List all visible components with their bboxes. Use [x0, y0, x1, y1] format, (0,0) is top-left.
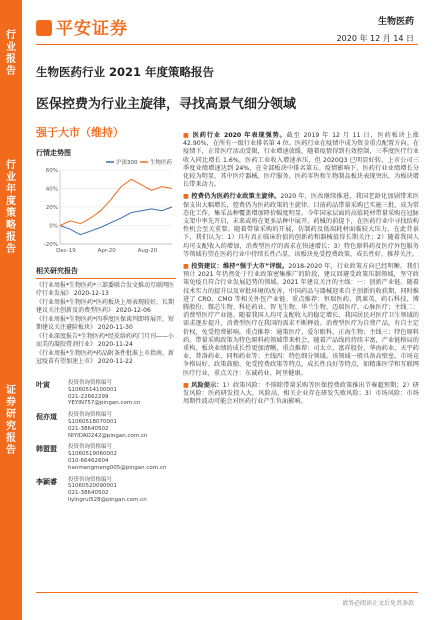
analyst-info-line[interactable]: liyingrui528@pingan.com.cn: [68, 496, 147, 503]
sidebar-char: 报: [6, 232, 16, 243]
sidebar-char: 行: [6, 160, 16, 171]
footer-divider: [36, 592, 418, 593]
analyst-info-line: S1060514100001: [68, 386, 117, 393]
analyst-info-line: 投资咨询资格编号: [68, 412, 113, 419]
analyst-info: [68, 444, 166, 471]
sidebar-char: 度: [6, 196, 16, 207]
related-list: [36, 282, 176, 365]
summary-paragraph: [183, 193, 419, 259]
analyst-info-line[interactable]: NIYIDAO242@pingan.com.cn: [68, 432, 148, 439]
analyst-info-line[interactable]: hanmengmeng005@pingan.com.cn: [68, 464, 167, 471]
paragraph-text: 2020 年，医改继续推进，我国老龄化加剧带来医保支出大幅增长，控费仍为医药政策的主旋律。目前药品带量采购已实施三批，成为常态化工作，集采品种覆盖增加降价幅度明显。今年国家层面的高值耗材带量采购在冠脉支架中率先开启，未来或将在更多品种中展开。药械的前提下，在医药行业中寻找结构性机会至关重要。随着带量采购的开展，仿制药及低端耗材面临较大压力。在此背景下，我们认为：1）具有真正临床价值的创新药和器械值得长期关注；2）随着我国人均可支配收入的增加，消费型医疗的需求在快速增长；3）特色原料药及医疗外包服务等领域有望在医药行业中持续长性凸显，该板块免受控费政策，成长性好，推荐关注。: [183, 193, 419, 258]
market-trend-chart: [36, 156, 176, 260]
bullet-icon: ■: [183, 263, 192, 271]
sidebar-char: 行: [6, 30, 16, 41]
chart-title: 行情走势图: [36, 149, 71, 157]
sidebar-char: 业: [6, 172, 16, 183]
sidebar-char: 究: [6, 421, 16, 432]
paragraph-lead: 投资建议：维持“强于大市”评级。: [191, 263, 289, 271]
sidebar-char: 券: [6, 397, 16, 408]
sidebar-char: 报: [6, 433, 16, 444]
x-tick-label: Apr-20: [97, 248, 116, 254]
summary-paragraph: [183, 382, 419, 407]
x-tick-label: Aug-20: [137, 248, 158, 254]
y-tick-label: 0%: [49, 223, 58, 230]
sidebar-char: 略: [6, 220, 16, 231]
summary-paragraph: [183, 132, 419, 189]
related-heading: 相关研究报告: [36, 267, 78, 275]
paragraph-text: 1）政策风险：不排除带量采购等医保控费政策推出节奏超预期；2）研发风险：医药研发投入大、风险高，相关企业存在研发失败风险；3）市场风险：市场周期性波动可能会对医药行业产生负面影响。: [183, 381, 419, 406]
related-reports: [36, 266, 176, 367]
analyst-info-line: 021-22662299: [68, 393, 109, 400]
sidebar-char: 告: [6, 66, 16, 77]
y-tick-label: 60%: [45, 168, 58, 174]
related-divider: [36, 278, 176, 279]
analyst-name: 倪亦道: [36, 413, 57, 422]
series-line: [60, 207, 172, 235]
paragraph-lead: 医药行业 2020 年表现强势。: [192, 132, 287, 139]
analyst-name: 李颖睿: [36, 477, 57, 486]
report-date: 2020 年 12 月 14 日: [336, 34, 414, 43]
summary-paragraph: [183, 263, 419, 378]
analyst-info: [68, 412, 147, 439]
y-tick-label: 40%: [45, 186, 58, 193]
sidebar-char: 证: [6, 385, 16, 396]
series-line: [60, 179, 172, 225]
analyst-info-line: S1060519060002: [68, 451, 117, 458]
analyst-info: [68, 477, 147, 504]
y-tick-label: 20%: [45, 205, 58, 211]
legend-label: 沪深300: [116, 160, 138, 166]
rating-label: 强于大市（维持）: [36, 126, 124, 139]
related-report-item[interactable]: 《行业深度报告*生物医药*经皮给药药门月刊——小而美的凝胶膏剂行业》 2020-11-24: [36, 333, 175, 348]
sidebar-char: 告: [6, 244, 16, 255]
sector-label: 生物医药: [377, 17, 414, 27]
sidebar-char: 年: [6, 184, 16, 195]
analyst-row: [36, 412, 176, 439]
summary-body: [183, 132, 419, 411]
analyst-info-line: 投资咨询资格编号: [68, 380, 113, 386]
analyst-row: [36, 444, 176, 471]
report-subtitle: 医保控费为行业主旋律，寻找高景气细分领域: [36, 97, 297, 112]
analyst-list: [36, 380, 176, 509]
report-title: 生物医药行业 2021 年度策略报告: [36, 65, 215, 79]
sidebar-char: 研: [6, 409, 16, 420]
related-report-item[interactable]: 《行业周报*生物医药*四季度医保谈判即将展开，短期建议关注避险板块》 2020-11-30: [36, 316, 175, 331]
analyst-info-line: S1060520090001: [68, 483, 117, 490]
brand-logo: [36, 14, 128, 39]
analyst-info-line: 021-38640502: [68, 490, 109, 497]
paragraph-text: 截至 2019 年 12 月 11 日，医药板块上涨 42.90%，在所有一级行业排名第 4 位。医药行业在疫情中成为资金重点配置方向。在疫情下，正常医疗活动受限，行业增速放缓，随着疫情得到有效控制，三季度医疗行业收入同比增长 1.6%，医药工业收入增速承压，但 2020Q3 已明显好转，上市公司三季度业绩增速达到 24%，在全部板块中排名第五。疫情影响下，医药行业业绩增长分化较为明显，其中医疗器械、医疗服务、医药零售和生物制品板块表现突出，为板块增长带来动力。: [183, 132, 419, 189]
legend-label: 生物医药: [150, 160, 173, 166]
logo-icon: [36, 20, 52, 36]
analyst-info: [68, 380, 141, 407]
sidebar-char: 业: [6, 42, 16, 53]
x-tick-label: Dec-19: [56, 248, 76, 254]
paragraph-text: 2018-2020 年，行业政策方向已经明晰。我们预计 2021 年仍然处于行业政策密集推广的阶段，建议回避受政策压制领域，坚守政策免疫且符合行业发展趋势的领域。2021 年建议关注的主线：一：创新产业链。随着技术实力的提升以及审批环境的改善，中国药品与器械迎来自主创新的收获期，同时推进了 CRO、CMO 等相关外包产业链。重点推荐：恒瑞医药、凯莱英、药石科技、博腾股份、微芯生物、科伦药业、智飞生物、华兰生物、迈瑞医疗、心脉医疗；主线二：消费型医疗产业链。随着我国人均可支配收入的稳定增长，我国居民对医疗卫生领域的需求逐步提升，消费型医疗在我国的需求不断释放。消费型医疗为自费产品，有自主定价权，免受控费影响。重点推荐：通策医疗、爱尔眼科、正海生物；主线三：特色原料药。带量采购政策为特色原料药领域带来机会，随着产品线的持续丰富，产业链格局的重构，板块业绩的成长性更加清晰，重点推荐：司太立、富祥股份、华海药业、天宇药业、普洛药业、同和药业等；主线四：特色细分领域。该领域一般具备高壁垒、市场竞争格局好、政策鼓励、免受控费政策等特点，成长性良好等特点，如精准医学和互联网医疗行业，重点关注：东诚药业、阿里健康。: [183, 263, 419, 377]
analyst-info-line[interactable]: YEYIN757@pingan.com.cn: [68, 400, 141, 407]
analyst-info-line: 021-38640502: [68, 425, 109, 432]
paragraph-lead: 控费仍为医药行业政策主旋律。: [191, 193, 281, 201]
analyst-info-line: 投资咨询资格编号: [68, 444, 113, 451]
analyst-row: [36, 477, 176, 504]
disclaimer-note: 请务必阅读正文后免责条款: [341, 600, 414, 607]
analyst-name: 韩盟盟: [36, 445, 57, 454]
bullet-icon: ■: [183, 132, 193, 139]
side-bar: [0, 0, 22, 620]
analyst-info-line: 投资咨询资格编号: [68, 476, 113, 483]
analyst-info-line: S1060518070001: [68, 418, 117, 425]
logo-text: 平安证券: [56, 19, 128, 39]
bullet-icon: ■: [183, 193, 192, 201]
bullet-icon: ■: [183, 381, 192, 389]
sidebar-char: 策: [6, 208, 16, 219]
analyst-name: 叶寅: [36, 381, 50, 389]
analyst-info-line: 010-66462604: [68, 457, 109, 464]
y-tick-label: -20%: [43, 242, 58, 248]
sidebar-char: 报: [6, 54, 16, 65]
sidebar-char: 告: [6, 445, 16, 456]
header-divider: [36, 44, 418, 45]
related-report-item[interactable]: 《行业周报*生物医药*三部委联合发文推动互联网医疗行业发展》 2020-12-13: [36, 282, 175, 297]
related-report-item[interactable]: 《行业周报*生物医药*医药板块上周表现较好，长期建议关注创新及消费型医药》 2020-12-06: [36, 299, 175, 314]
analyst-row: [36, 380, 176, 407]
related-report-item[interactable]: 《行业周报*生物医药*药品附条件批准上市指南，新冠疫苗有望加速上市》 2020-11-22: [36, 350, 175, 365]
paragraph-lead: 风险提示：: [191, 381, 223, 389]
